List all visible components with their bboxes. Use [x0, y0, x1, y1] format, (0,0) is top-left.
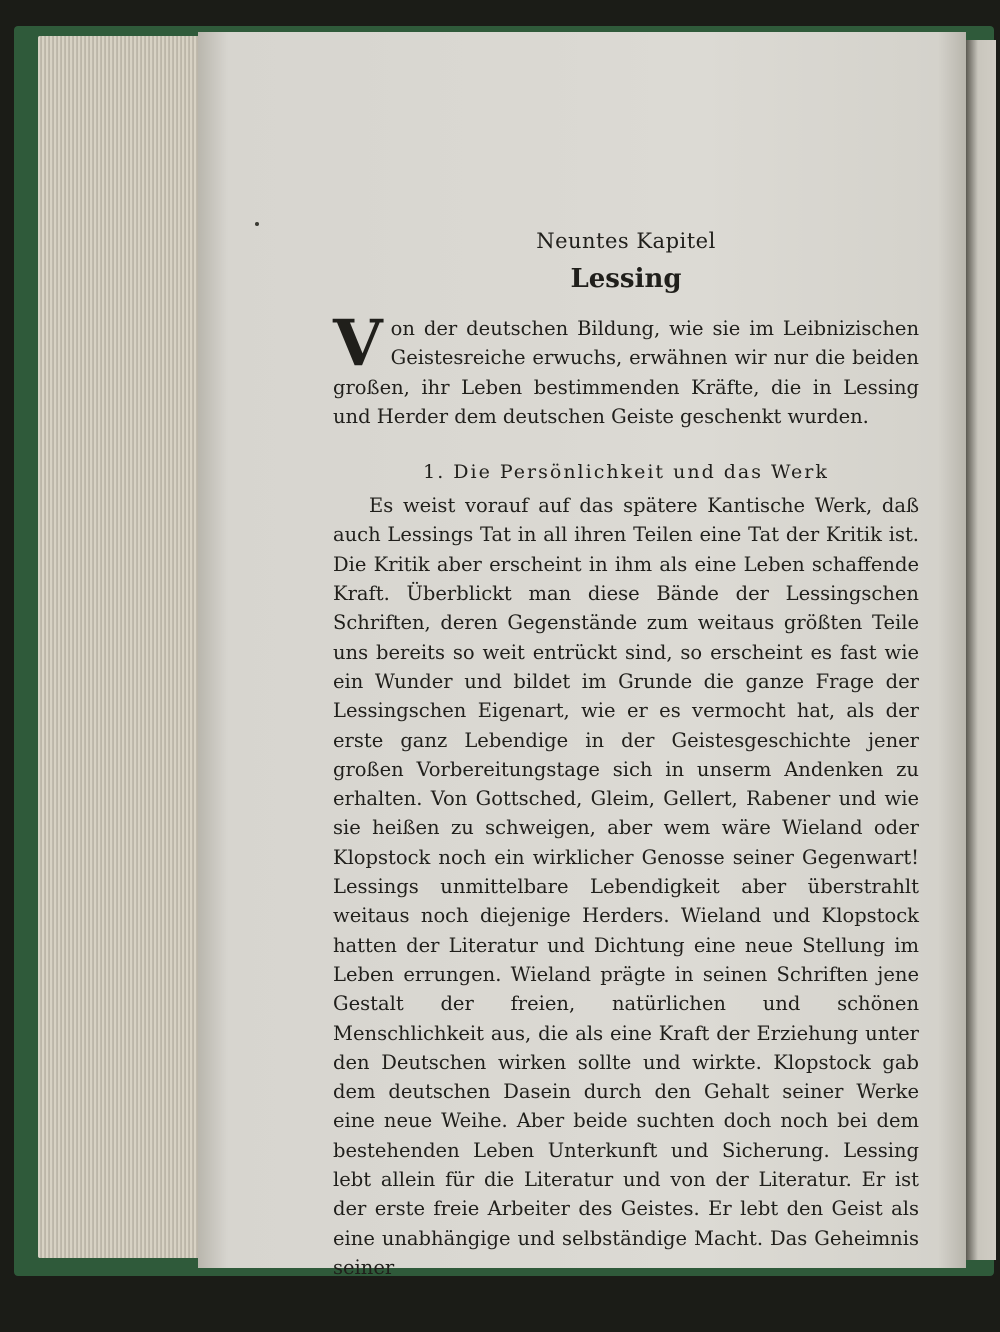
- chapter-number: Neuntes Kapitel: [536, 229, 716, 253]
- intro-paragraph: [333, 306, 919, 431]
- page-content: [333, 226, 919, 1282]
- intro-text: on der deutschen Bildung, wie sie im Leibnizischen Geistesreiche erwuchs, erwähnen wir nur die beiden großen, ihr Leben bestimmenden Kräfte, die in Lessing und Herder dem deutschen Geiste geschenkt wurden.: [333, 317, 919, 428]
- facing-page-edge: [966, 40, 996, 1260]
- section-heading: 1. Die Persönlichkeit und das Werk: [423, 461, 829, 484]
- body-paragraph: Es weist vorauf auf das spätere Kantische Werk, daß auch Lessings Tat in all ihren Teilen eine Tat der Kritik ist. Die Kritik aber erscheint in ihm als eine Leben schaffende Kraft. Überblickt man diese Bände der Lessingschen Schriften, deren Gegenstände zum weitaus größten Teile uns bereits so weit entrückt sind, so erscheint es fast wie ein Wunder und bildet im Grunde die ganze Frage der Lessingschen Eigenart, wie er es vermocht hat, als der erste ganz Lebendige in der Geistesgeschichte jener großen Vorbereitungstage sich in unserm Andenken zu erhalten. Von Gottsched, Gleim, Gellert, Rabener und wie sie heißen zu schweigen, aber wem wäre Wieland oder Klopstock noch ein wirklicher Genosse seiner Gegenwart! Lessings unmittelbare Lebendigkeit aber überstrahlt weitaus noch diejenige Herders. Wieland und Klopstock hatten der Literatur und Dichtung eine neue Stellung im Leben errungen. Wieland prägte in seinen Schriften jene Gestalt der freien, natürlichen und schönen Menschlichkeit aus, die als eine Kraft der Erziehung unter den Deutschen wirken sollte und wirkte. Klopstock gab dem deutschen Dasein durch den Gehalt seiner Werke eine neue Weihe. Aber beide suchten doch noch bei dem bestehenden Leben Unterkunft und Sicherung. Lessing lebt allein für die Literatur und von der Literatur. Er ist der erste freie Arbeiter des Geistes. Er lebt den Geist als eine unabhängige und selbständige Macht. Das Geheimnis seiner: [333, 494, 919, 1279]
- page-edges: [38, 36, 204, 1258]
- drop-cap: V: [333, 306, 383, 381]
- paper-speck: [255, 222, 259, 226]
- chapter-title: Lessing: [570, 264, 682, 294]
